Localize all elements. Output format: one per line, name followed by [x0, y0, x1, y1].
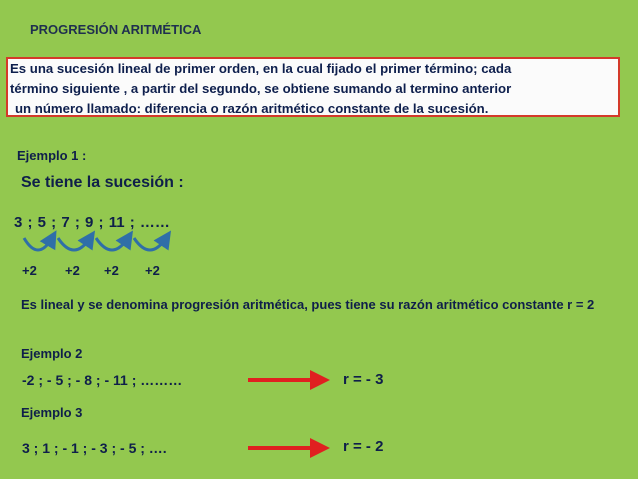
example-1-conclusion: Es lineal y se denomina progresión aritmética, pues tiene su razón aritmético constante r = 2 [21, 297, 595, 312]
example-1-intro: Se tiene la sucesión : [21, 174, 184, 191]
example-3-label: Ejemplo 3 [21, 405, 83, 420]
example-2-label: Ejemplo 2 [21, 346, 83, 361]
definition-line-1: Es una sucesión lineal de primer orden, en la cual fijado el primer término; cada [10, 61, 512, 76]
example-1-sequence: 3 ; 5 ; 7 ; 9 ; 11 ; …… [14, 214, 170, 231]
example-1-label: Ejemplo 1 : [17, 148, 87, 163]
definition-line-2: término siguiente , a partir del segundo, se obtiene sumando al termino anterior [10, 81, 512, 96]
example-3-result: r = - 2 [343, 438, 384, 455]
increment-label-2: +2 [65, 263, 80, 278]
curve-arrow-2 [58, 238, 90, 250]
example-2-result: r = - 3 [343, 371, 384, 388]
curve-arrow-3 [96, 238, 128, 250]
curve-arrow-4 [134, 238, 166, 250]
increment-label-1: +2 [22, 263, 37, 278]
increment-label-4: +2 [145, 263, 160, 278]
example-2-sequence: -2 ; - 5 ; - 8 ; - 11 ; ……… [22, 372, 183, 388]
definition-line-3: un número llamado: diferencia o razón aritmético constante de la sucesión. [15, 101, 489, 116]
curve-arrow-1 [24, 238, 52, 250]
example-3-sequence: 3 ; 1 ; - 1 ; - 3 ; - 5 ; …. [22, 440, 167, 456]
slide-title: PROGRESIÓN ARITMÉTICA [30, 22, 202, 37]
increment-label-3: +2 [104, 263, 119, 278]
